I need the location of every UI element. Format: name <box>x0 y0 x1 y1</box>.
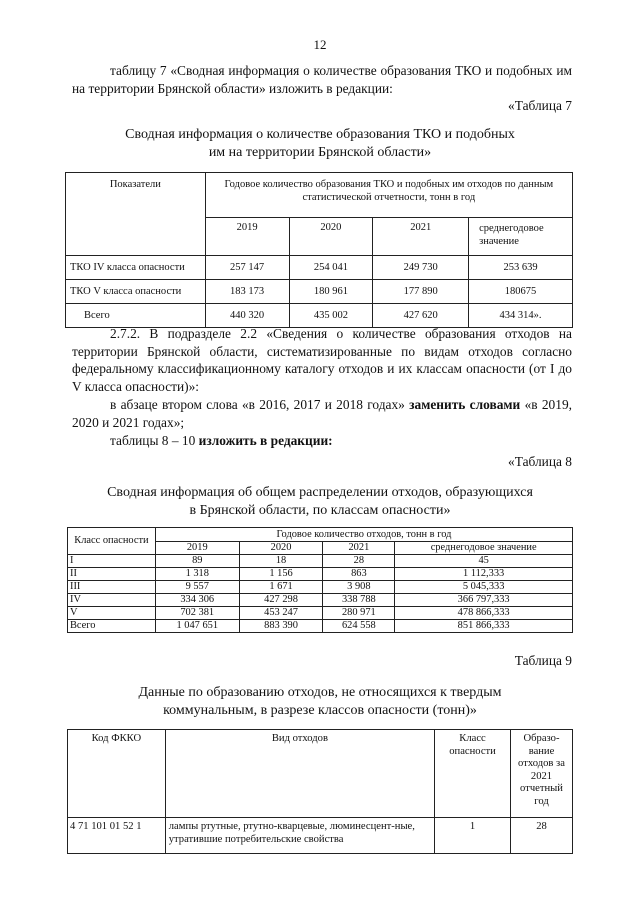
tables-range: таблицы 8 – 10 <box>110 433 196 448</box>
table9-label: Таблица 9 <box>514 653 572 668</box>
t7-row-label: ТКО IV класса опасности <box>66 256 206 280</box>
t8-row-label: IV <box>68 594 156 607</box>
t7-header-group: Годовое количество образования ТКО и подобных им отходов по данным статистической отчетности, тонн в год <box>205 173 572 218</box>
section-272-paragraph: 2.7.2. В подразделе 2.2 «Сведения о количестве образования отходов на территории Брянской области, систематизированные по видам отходов согласно федеральному классификационному каталогу отходов и их классам опасности (от I до V класса опасности)»: <box>72 326 572 394</box>
t9-cell-code: 4 71 101 01 52 1 <box>68 818 166 854</box>
table8 <box>67 527 573 633</box>
t8-row-label: II <box>68 568 156 581</box>
t8-row-label: V <box>68 607 156 620</box>
t8-cell: 624 558 <box>323 620 395 633</box>
t7-year-2021: 2021 <box>373 218 469 256</box>
table7-title <box>80 126 560 162</box>
table9-title-line2: коммунальным, в разрезе классов опасности (тонн)» <box>163 703 477 718</box>
t7-cell: 257 147 <box>205 256 289 280</box>
t7-cell: 427 620 <box>373 304 469 328</box>
t8-cell: 28 <box>323 555 395 568</box>
paragraph-replace-words <box>72 396 572 431</box>
t7-cell: 440 320 <box>205 304 289 328</box>
t8-year-average: среднегодовое значение <box>395 542 573 555</box>
t9-cell-type: лампы ртутные, ртутно-кварцевые, люминесцент-ные, утратившие потребительские свойства <box>165 818 434 854</box>
t7-cell: 435 002 <box>289 304 373 328</box>
t8-header-class: Класс опасности <box>68 528 156 555</box>
table7 <box>65 172 573 328</box>
t7-cell: 180675 <box>469 280 573 304</box>
t7-cell: 183 173 <box>205 280 289 304</box>
t8-row-label: I <box>68 555 156 568</box>
t8-cell: 453 247 <box>239 607 323 620</box>
t8-cell: 3 908 <box>323 581 395 594</box>
paragraph-tables <box>72 432 572 450</box>
t8-cell: 851 866,333 <box>395 620 573 633</box>
table8-title <box>70 484 570 520</box>
t8-cell: 5 045,333 <box>395 581 573 594</box>
table7-label: «Таблица 7 <box>508 98 572 113</box>
t8-year-2020: 2020 <box>239 542 323 555</box>
t8-cell: 702 381 <box>155 607 239 620</box>
table8-title-line1: Сводная информация об общем распределении отходов, образующихся <box>107 485 533 500</box>
tables-bold: изложить в редакции: <box>198 433 333 448</box>
t9-header-amount: Образо-вание отходов за 2021 отчетный год <box>511 730 573 818</box>
intro-paragraph: таблицу 7 «Сводная информация о количестве образования ТКО и подобных им на территории Брянской области» изложить в редакции: <box>72 63 572 96</box>
t7-cell: 253 639 <box>469 256 573 280</box>
t7-row-label: ТКО V класса опасности <box>66 280 206 304</box>
t8-row-label: Всего <box>68 620 156 633</box>
t7-year-average: среднегодовое значение <box>469 218 573 256</box>
t9-cell-amount: 28 <box>511 818 573 854</box>
t7-header-indicator: Показатели <box>66 173 206 256</box>
t9-header-class: Класс опасности <box>435 730 511 818</box>
t8-cell: 89 <box>155 555 239 568</box>
table9-title-line1: Данные по образованию отходов, не относящихся к твердым <box>138 685 502 700</box>
replace-new-text: «в 2019, 2020 и 2021 годах»; <box>72 397 572 430</box>
t7-cell: 254 041 <box>289 256 373 280</box>
t7-cell: 249 730 <box>373 256 469 280</box>
t8-row-label: III <box>68 581 156 594</box>
t8-cell: 1 156 <box>239 568 323 581</box>
table9-title <box>90 684 550 720</box>
t8-cell: 1 318 <box>155 568 239 581</box>
t8-cell: 280 971 <box>323 607 395 620</box>
table7-title-line2: им на территории Брянской области» <box>208 145 432 160</box>
t8-cell: 9 557 <box>155 581 239 594</box>
t8-cell: 45 <box>395 555 573 568</box>
t7-year-2020: 2020 <box>289 218 373 256</box>
table8-label: «Таблица 8 <box>508 454 572 469</box>
t8-cell: 1 047 651 <box>155 620 239 633</box>
t9-cell-class: 1 <box>435 818 511 854</box>
t8-cell: 863 <box>323 568 395 581</box>
t8-cell: 366 797,333 <box>395 594 573 607</box>
replace-old-text: в абзаце втором слова «в 2016, 2017 и 2018 годах» <box>110 397 405 412</box>
table7-title-line1: Сводная информация о количестве образования ТКО и подобных <box>125 127 515 142</box>
t8-year-2019: 2019 <box>155 542 239 555</box>
t9-header-code: Код ФККО <box>68 730 166 818</box>
t7-cell: 177 890 <box>373 280 469 304</box>
page-number: 12 <box>313 37 327 52</box>
t8-cell: 478 866,333 <box>395 607 573 620</box>
t9-header-type: Вид отходов <box>165 730 434 818</box>
t8-cell: 334 306 <box>155 594 239 607</box>
t8-cell: 427 298 <box>239 594 323 607</box>
t8-cell: 338 788 <box>323 594 395 607</box>
t8-cell: 883 390 <box>239 620 323 633</box>
replace-bold: заменить словами <box>409 397 521 412</box>
t8-cell: 1 112,333 <box>395 568 573 581</box>
t7-year-2019: 2019 <box>205 218 289 256</box>
table8-title-line2: в Брянской области, по классам опасности» <box>189 503 451 518</box>
t8-year-2021: 2021 <box>323 542 395 555</box>
t8-cell: 1 671 <box>239 581 323 594</box>
t7-cell: 434 314». <box>469 304 573 328</box>
table9 <box>67 729 573 854</box>
t8-header-group: Годовое количество отходов, тонн в год <box>155 528 572 542</box>
t7-cell: 180 961 <box>289 280 373 304</box>
t8-cell: 18 <box>239 555 323 568</box>
t7-row-label: Всего <box>66 304 206 328</box>
